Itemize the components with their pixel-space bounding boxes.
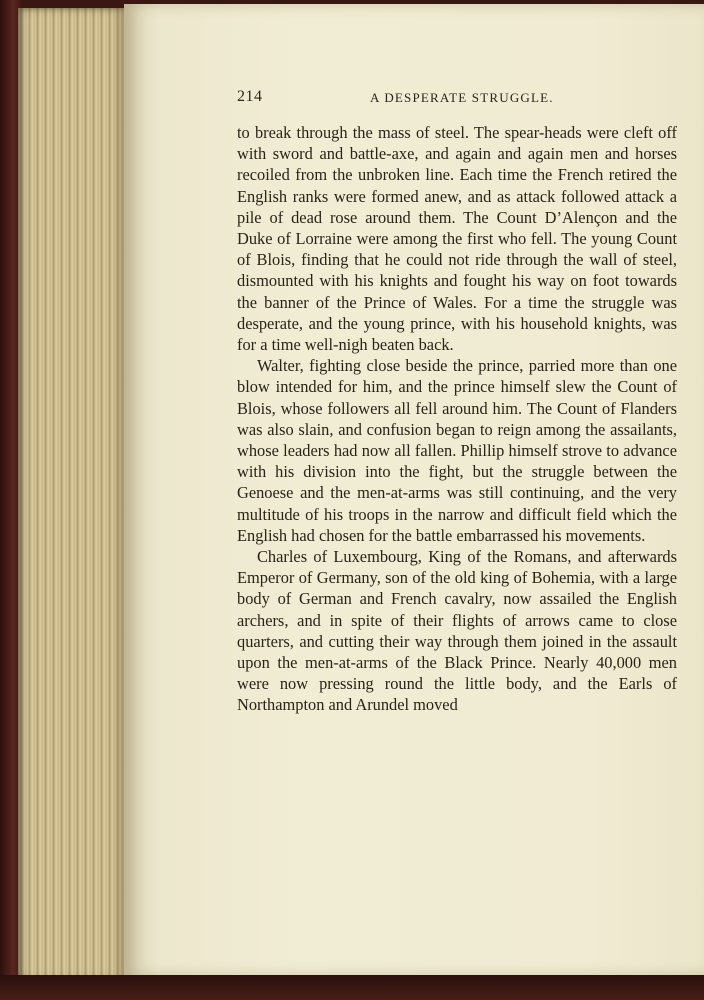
- page-header: [237, 88, 677, 110]
- paragraph: Walter, fighting close beside the prince, parried more than one blow intended for him, and the prince himself slew the Count of Blois, whose followers all fell around him. The Count of Flanders was also slain, and confusion began to reign among the assailants, whose leaders had now all fallen. Phillip himself strove to advance with his division into the fight, but the struggle between the Genoese and the men-at-arms was still continuing, and the very multitude of his troops in the narrow and difficult field which the English had chosen for the battle embarrassed his movements.: [237, 356, 677, 545]
- page-edges: [18, 8, 126, 980]
- paragraph: Charles of Luxembourg, King of the Romans, and afterwards Emperor of Germany, son of the old king of Bohemia, with a large body of German and French cavalry, now assailed the English archers, and in spite of their flights of arrows came to close quarters, and cutting their way through them joined in the assault upon the men-at-arms of the Black Prince. Nearly 40,000 men were now pressing round the little body, and the Earls of Northampton and Arundel moved: [237, 547, 677, 715]
- paragraph: to break through the mass of steel. The spear-heads were cleft off with sword and battle-axe, and again and again men and horses recoiled from the unbroken line. Each time the French retired the English ranks were formed anew, and as attack followed attack a pile of dead rose around them. The Count D’Alençon and the Duke of Lorraine were among the first who fell. The young Count of Blois, finding that he could not ride through the wall of steel, dismounted with his knights and fought his way on foot towards the banner of the Prince of Wales. For a time the struggle was desperate, and the young prince, with his household knights, was for a time well-nigh beaten back.: [237, 123, 677, 355]
- running-head: A DESPERATE STRUGGLE.: [370, 90, 554, 105]
- body-text: [237, 122, 677, 716]
- book-cover-bottom: [0, 975, 704, 1000]
- page-number: 214: [237, 88, 263, 105]
